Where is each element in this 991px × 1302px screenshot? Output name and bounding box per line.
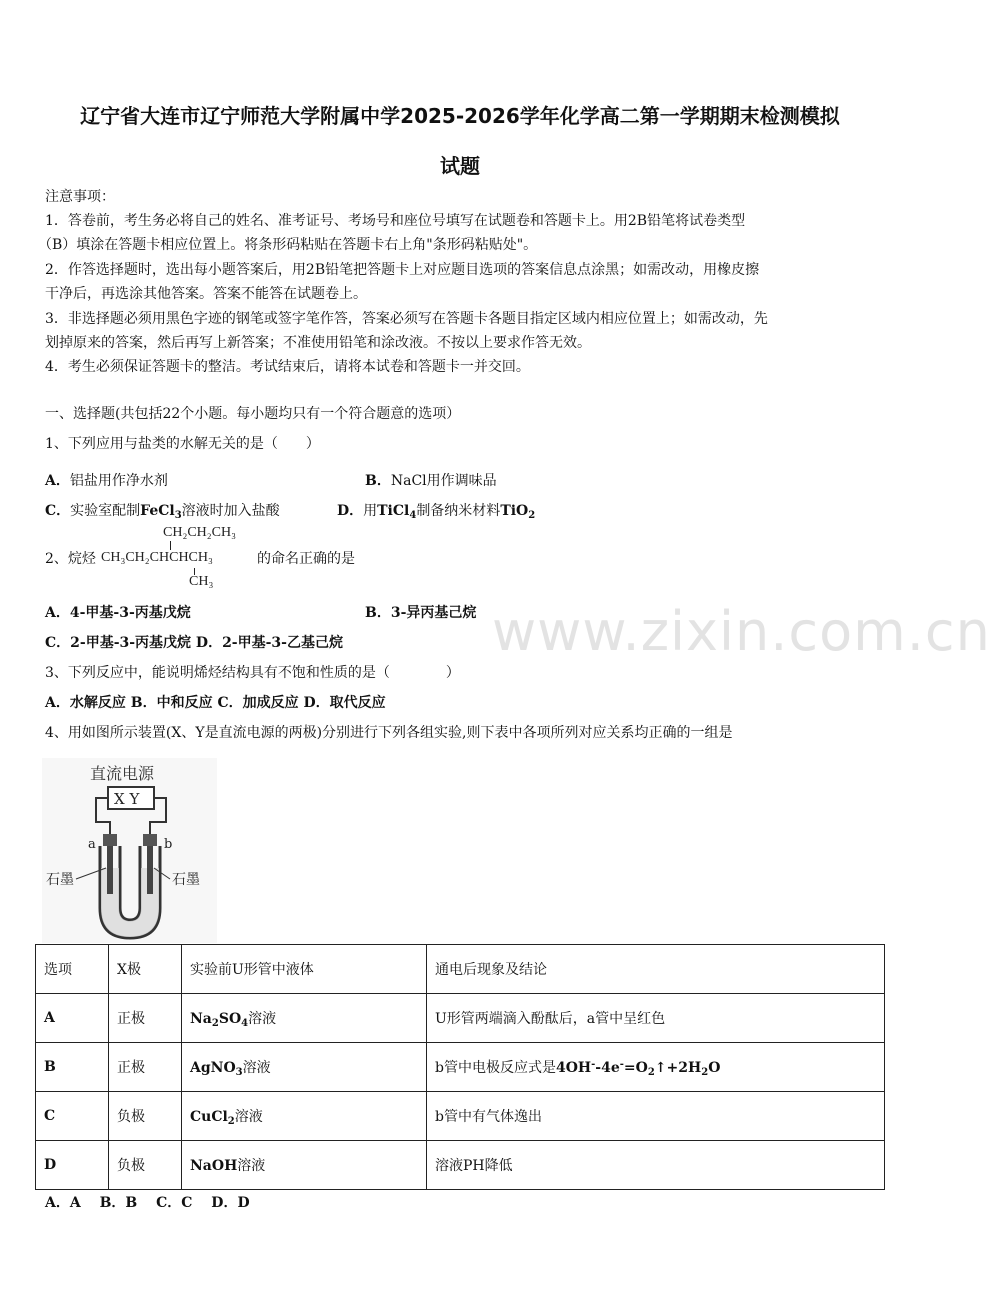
row-x-pole: 负极	[109, 1092, 182, 1141]
electrode-a-label: a	[88, 837, 96, 852]
q1-stem: 1、下列应用与盐类的水解无关的是（ ）	[45, 436, 320, 452]
row-x-pole: 正极	[109, 1043, 182, 1092]
q1-option-d: D．用TiCl$_4$制备纳米材料TiO$_2$	[337, 503, 536, 521]
row-result: U形管两端滴入酚酞后，a管中呈红色	[427, 994, 885, 1043]
q2-options-cd: C．2-甲基-3-丙基戊烷 D．2-甲基-3-乙基己烷	[45, 635, 343, 651]
q2-stem-suffix: 的命名正确的是	[257, 551, 355, 567]
electrode-b-label: b	[164, 837, 173, 852]
q2-option-b: B．3-异丙基己烷	[365, 605, 477, 621]
note-1b: （B）填涂在答题卡相应位置上。将条形码粘贴在答题卡右上角"条形码粘贴处"。	[38, 237, 538, 253]
electrolysis-apparatus-figure	[42, 758, 217, 947]
row-result: b管中有气体逸出	[427, 1092, 885, 1141]
note-3a: 3．非选择题必须用黑色字迹的钢笔或签字笔作答，答案必须写在答题卡各题目指定区域内相应位置上；如需改动，先	[45, 311, 768, 327]
q2-structure-main-chain: CH₃CH₂CHCHCH₃	[101, 550, 213, 565]
q4-answer-options: A．A B．B C．C D．D	[45, 1195, 250, 1211]
row-result: b管中电极反应式是$4OH^--4e^-=O_2↑+2H_2O$	[427, 1043, 885, 1092]
stopper-right	[143, 834, 157, 846]
left-graphite-label: 石墨	[46, 872, 74, 888]
row-liquid: AgNO$_3$溶液	[182, 1043, 427, 1092]
q1-option-b: B．NaCl用作调味品	[365, 473, 497, 489]
q4-results-table	[35, 944, 885, 1190]
graphite-electrode-left	[107, 846, 113, 894]
header-option: 选项	[36, 945, 109, 994]
table-row	[36, 1141, 885, 1190]
row-result: 溶液PH降低	[427, 1141, 885, 1190]
note-2b: 干净后，再选涂其他答案。答案不能答在试题卷上。	[45, 286, 367, 302]
row-x-pole: 负极	[109, 1141, 182, 1190]
q2-structure-branch-top: CH₂CH₂CH₃	[163, 525, 236, 540]
note-3b: 划掉原来的答案，然后再写上新答案；不准使用铅笔和涂改液。不按以上要求作答无效。	[45, 335, 591, 351]
q4-stem: 4、用如图所示装置(X、Y是直流电源的两极)分别进行下列各组实验,则下表中各项所列对应关系均正确的一组是	[45, 725, 733, 741]
row-option: A	[36, 994, 109, 1043]
right-graphite-label: 石墨	[172, 872, 200, 888]
note-2a: 2．作答选择题时，选出每小题答案后，用2B铅笔把答题卡上对应题目选项的答案信息点涂黑；如需改动，用橡皮擦	[45, 262, 760, 278]
xy-terminal-label: X Y	[114, 790, 140, 808]
q2-option-a: A．4-甲基-3-丙基戊烷	[45, 605, 191, 621]
note-4: 4．考生必须保证答题卡的整洁。考试结束后，请将本试卷和答题卡一并交回。	[45, 359, 530, 375]
graphite-electrode-right	[147, 846, 153, 894]
section-heading: 一、选择题(共包括22个小题。每小题均只有一个符合题意的选项）	[45, 406, 461, 422]
row-liquid: CuCl$_2$溶液	[182, 1092, 427, 1141]
header-liquid: 实验前U形管中液体	[182, 945, 427, 994]
q1-option-c: C．实验室配制FeCl$_3$溶液时加入盐酸	[45, 503, 280, 521]
header-x-pole: X极	[109, 945, 182, 994]
u-tube-diagram	[42, 758, 217, 943]
q2-structure-bond-top	[170, 541, 171, 550]
q1-option-a: A．铝盐用作净水剂	[45, 473, 168, 489]
row-x-pole: 正极	[109, 994, 182, 1043]
notes-heading: 注意事项：	[45, 189, 115, 205]
watermark: www.zixin.com.cn	[492, 600, 991, 663]
stopper-left	[103, 834, 117, 846]
exam-title-line1: 辽宁省大连市辽宁师范大学附属中学2025-2026学年化学高二第一学期期末检测模拟	[80, 104, 840, 128]
power-source-label: 直流电源	[90, 764, 155, 783]
note-1a: 1．答卷前，考生务必将自己的姓名、准考证号、考场号和座位号填写在试题卷和答题卡上。用2B铅笔将试卷类型	[45, 213, 746, 229]
table-row	[36, 1043, 885, 1092]
header-result: 通电后现象及结论	[427, 945, 885, 994]
row-liquid: $Na_2SO_4$溶液	[182, 994, 427, 1043]
q2-stem-prefix: 2、烷烃	[45, 551, 96, 567]
row-option: B	[36, 1043, 109, 1092]
q2-structure-branch-bottom: CH₃	[189, 574, 214, 589]
table-row	[36, 994, 885, 1043]
q3-options: A．水解反应 B．中和反应 C．加成反应 D．取代反应	[45, 695, 386, 711]
row-option: D	[36, 1141, 109, 1190]
exam-title-line2: 试题	[440, 154, 480, 178]
q3-stem: 3、下列反应中，能说明烯烃结构具有不饱和性质的是（ ）	[45, 665, 460, 681]
row-option: C	[36, 1092, 109, 1141]
row-liquid: NaOH溶液	[182, 1141, 427, 1190]
table-row	[36, 1092, 885, 1141]
table-header-row	[36, 945, 885, 994]
